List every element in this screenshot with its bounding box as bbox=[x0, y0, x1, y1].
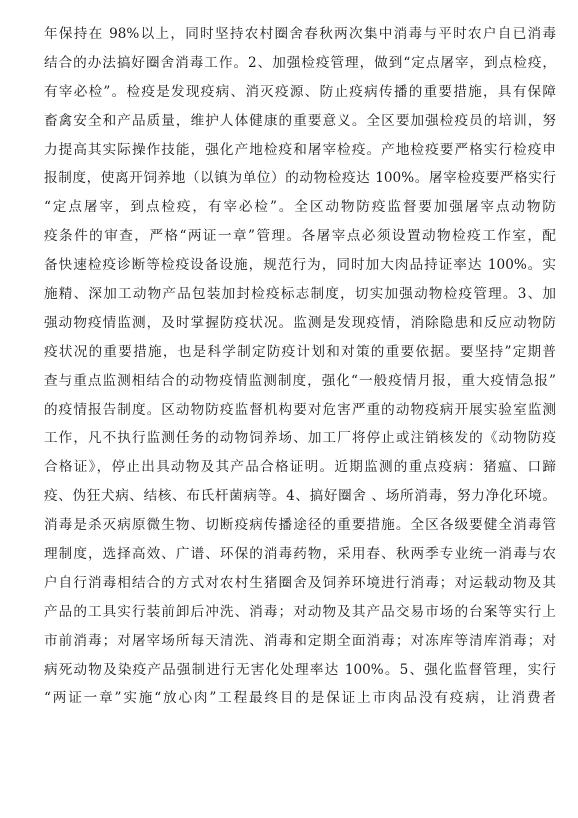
text-line: 疫条件的审查，严格“两证一章”管理。各屠宰点必须设置动物检疫工作室，配 bbox=[44, 228, 556, 245]
text-line: 合格证》，停止出具动物及其产品合格证明。近期监测的重点疫病：猪瘟、口蹄 bbox=[44, 459, 556, 476]
text-line: 强动物疫情监测，及时掌握防疫状况。监测是发现疫情，消除隐患和反应动物防 bbox=[44, 314, 556, 331]
text-line: 备快速检疫诊断等检疫设备设施，规范行为，同时加大肉品持证率达 100%。实 bbox=[44, 257, 556, 274]
text-line: 力提高其实际操作技能，强化产地检疫和屠宰检疫。产地检疫要严格实行检疫申 bbox=[44, 141, 556, 158]
text-line: 畜禽安全和产品质量，维护人体健康的重要意义。全区要加强检疫员的培训，努 bbox=[44, 112, 556, 129]
text-line: 病死动物及染疫产品强制进行无害化处理率达 100%。5、强化监督管理，实行 bbox=[44, 661, 556, 678]
text-line: 年保持在 98%以上，同时坚持农村圈舍春秋两次集中消毒与平时农户自已消毒 bbox=[44, 26, 556, 42]
text-line: “定点屠宰，到点检疫，有宰必检”。全区动物防疫监督要加强屠宰点动物防 bbox=[44, 199, 556, 216]
text-line: 产品的工具实行装前卸后冲洗、消毒；对动物及其产品交易市场的台案等实行上 bbox=[44, 603, 556, 620]
text-line: 疫状况的重要措施，也是科学制定防疫计划和对策的重要依据。要坚持”定期普 bbox=[44, 343, 556, 360]
text-line: 查与重点监测相结合的动物疫情监测制度，强化“一般疫情月报，重大疫情急报” bbox=[44, 372, 556, 389]
text-line: 的疫情报告制度。区动物防疫监督机构要对危害严重的动物疫病开展实验室监测 bbox=[44, 401, 556, 418]
text-line: 结合的办法搞好圈舍消毒工作。2、加强检疫管理，做到“定点屠宰，到点检疫， bbox=[44, 54, 556, 71]
text-line: 施精、深加工动物产品包装加封检疫标志制度，切实加强动物检疫管理。3、加 bbox=[44, 286, 556, 303]
text-line: 市前消毒；对屠宰场所每天清洗、消毒和定期全面消毒；对冻库等清库消毒；对 bbox=[44, 632, 556, 649]
text-line: 消毒是杀灭病原微生物、切断疫病传播途径的重要措施。全区各级要健全消毒管 bbox=[44, 517, 556, 534]
text-line: 有宰必检”。检疫是发现疫病、消灭疫源、防止疫病传播的重要措施，具有保障 bbox=[44, 83, 556, 100]
text-line: 疫、伪狂犬病、结核、布氏杆菌病等。4、搞好圈舍 、场所消毒，努力净化环境。 bbox=[44, 488, 556, 505]
text-line: “两证一章”实施“放心肉”工程最终目的是保证上市肉品没有疫病，让消费者 bbox=[44, 690, 556, 707]
text-line: 户自行消毒相结合的方式对农村生猪圈舍及饲养环境进行消毒；对运载动物及其 bbox=[44, 574, 556, 591]
body-text bbox=[44, 20, 556, 713]
text-line: 报制度，使离开饲养地（以镇为单位）的动物检疫达 100%。屠宰检疫要严格实行 bbox=[44, 170, 556, 187]
text-line: 工作，凡不执行监测任务的动物饲养场、加工厂将停止或注销核发的《动物防疫 bbox=[44, 430, 556, 447]
text-line: 理制度，选择高效、广谱、环保的消毒药物，采用春、秋两季专业统一消毒与农 bbox=[44, 546, 556, 563]
